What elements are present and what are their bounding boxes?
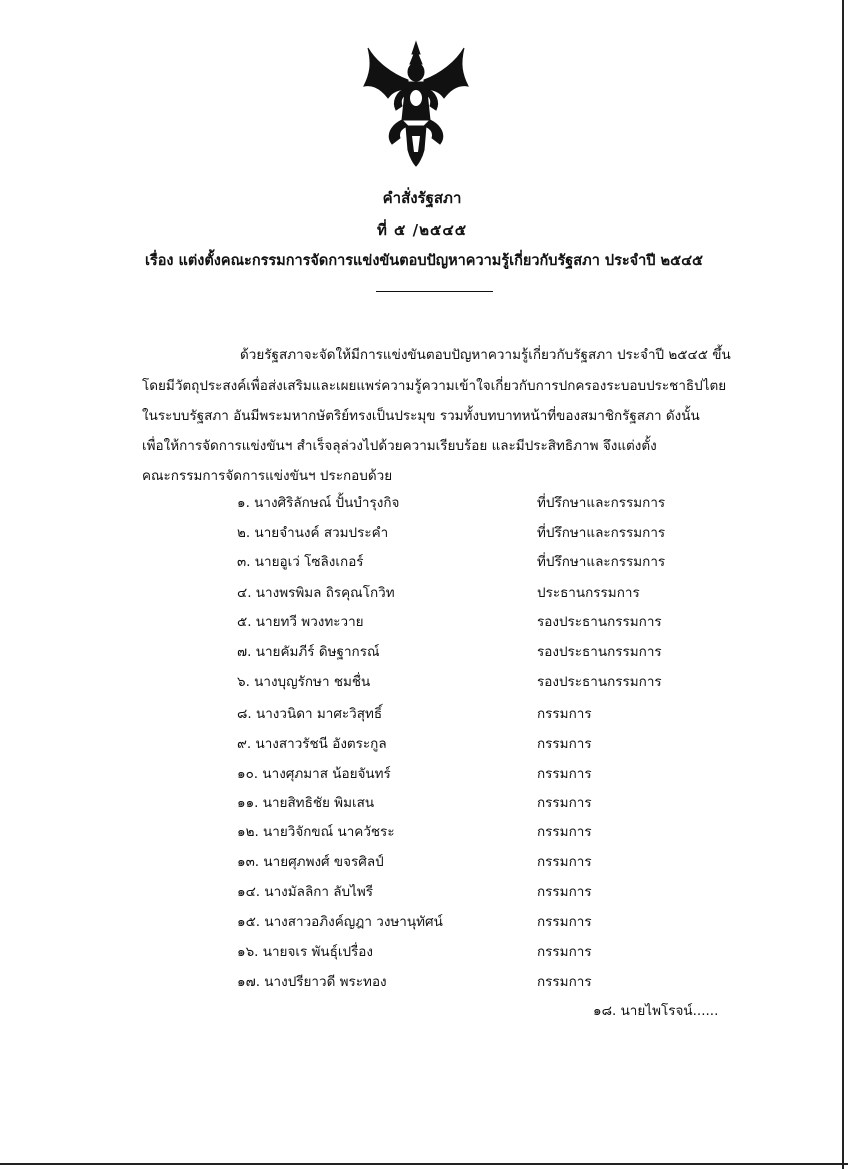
- member-name: ๖. นางบุญรักษา ชมชื่น: [237, 674, 371, 690]
- member-role: ประธานกรรมการ: [537, 585, 640, 601]
- member-role: กรรมการ: [537, 736, 592, 752]
- member-row: [0, 851, 848, 873]
- member-role: กรรมการ: [537, 974, 592, 990]
- order-number: ที่ ๕ /๒๕๔๕: [376, 221, 468, 239]
- subject-line: เรื่อง แต่งตั้งคณะกรรมการจัดการแข่งขันตอบปัญหาความรู้เกี่ยวกับรัฐสภา ประจำปี ๒๕๔๕: [144, 253, 704, 269]
- member-row: [0, 941, 848, 963]
- member-name: ๑๒. นายวิจักขณ์ นาควัชระ: [237, 824, 395, 840]
- member-row: [0, 671, 848, 693]
- member-role: ที่ปรึกษาและกรรมการ: [537, 525, 666, 541]
- member-row: [0, 881, 848, 903]
- title-divider: [376, 291, 493, 292]
- member-role: กรรมการ: [537, 944, 592, 960]
- member-role: กรรมการ: [537, 884, 592, 900]
- member-row: [0, 551, 848, 573]
- member-row: [0, 492, 848, 514]
- member-name: ๑๕. นางสาวอภิงค์ญฎา วงษานุทัศน์: [237, 914, 443, 930]
- body-line-2: โดยมีวัตถุประสงค์เพื่อส่งเสริมและเผยแพร่ความรู้ความเข้าใจเกี่ยวกับการปกครองระบอบประชาธิปไตย: [142, 378, 727, 394]
- member-name: ๗. นายคัมภีร์ ดิษฐากรณ์: [237, 644, 380, 660]
- body-line-3: ในระบบรัฐสภา อันมีพระมหากษัตริย์ทรงเป็นประมุข รวมทั้งบทบาทหน้าที่ของสมาชิกรัฐสภา ดังนั้น: [142, 408, 700, 424]
- member-name: ๒. นายจำนงค์ สวมประคำ: [237, 525, 389, 541]
- member-role: กรรมการ: [537, 854, 592, 870]
- member-row: [0, 971, 848, 993]
- member-role: กรรมการ: [537, 706, 592, 722]
- garuda-emblem-icon: [362, 40, 470, 168]
- member-row: [0, 703, 848, 725]
- member-row: [0, 911, 848, 933]
- member-name: ๑๑. นายสิทธิชัย พิมเสน: [237, 795, 375, 811]
- member-name: ๑. นางศิริลักษณ์ ปั้นบำรุงกิจ: [237, 495, 400, 511]
- member-name: ๑๓. นายศุภพงศ์ ขจรศิลป์: [237, 854, 384, 870]
- member-name: ๓. นายอูเว่ โซลิงเกอร์: [237, 554, 364, 570]
- member-role: กรรมการ: [537, 914, 592, 930]
- member-row: [0, 582, 848, 604]
- continuation-marker: ๑๘. นายไพโรจน์......: [593, 1003, 719, 1019]
- member-role: ที่ปรึกษาและกรรมการ: [537, 495, 666, 511]
- member-name: ๕. นายทวี พวงทะวาย: [237, 614, 364, 630]
- body-line-1: ด้วยรัฐสภาจะจัดให้มีการแข่งขันตอบปัญหาความรู้เกี่ยวกับรัฐสภา ประจำปี ๒๕๔๕ ขึ้น: [240, 347, 731, 363]
- member-row: [0, 763, 848, 785]
- member-name: ๑๖. นายจเร พันธุ์เปรื่อง: [237, 944, 374, 960]
- member-row: [0, 611, 848, 633]
- member-row: [0, 733, 848, 755]
- member-row: [0, 821, 848, 843]
- member-name: ๘. นางวนิดา มาศะวิสุทธิ์: [237, 706, 383, 722]
- member-name: ๔. นางพรพิมล ถิรคุณโกวิท: [237, 585, 395, 601]
- body-line-4: เพื่อให้การจัดการแข่งขันฯ สำเร็จลุล่วงไปด้วยความเรียบร้อย และมีประสิทธิภาพ จึงแต่งตั้ง: [142, 438, 657, 454]
- member-role: กรรมการ: [537, 795, 592, 811]
- page-edge-bottom: [0, 1163, 848, 1165]
- order-title: คำสั่งรัฐสภา: [382, 189, 462, 207]
- member-role: รองประธานกรรมการ: [537, 614, 662, 630]
- member-name: ๑๐. นางศุภมาส น้อยจันทร์: [237, 766, 391, 782]
- member-role: ที่ปรึกษาและกรรมการ: [537, 554, 666, 570]
- member-role: กรรมการ: [537, 824, 592, 840]
- member-name: ๑๗. นางปรียาวดี พระทอง: [237, 974, 387, 990]
- body-line-5: คณะกรรมการจัดการแข่งขันฯ ประกอบด้วย: [142, 468, 393, 484]
- member-role: กรรมการ: [537, 766, 592, 782]
- member-row: [0, 522, 848, 544]
- member-role: รองประธานกรรมการ: [537, 674, 662, 690]
- member-name: ๑๔. นางมัลลิกา ลับไพรี: [237, 884, 374, 900]
- member-row: [0, 792, 848, 814]
- member-row: [0, 641, 848, 663]
- member-role: รองประธานกรรมการ: [537, 644, 662, 660]
- member-name: ๙. นางสาวรัชนี อังตระกูล: [237, 736, 387, 752]
